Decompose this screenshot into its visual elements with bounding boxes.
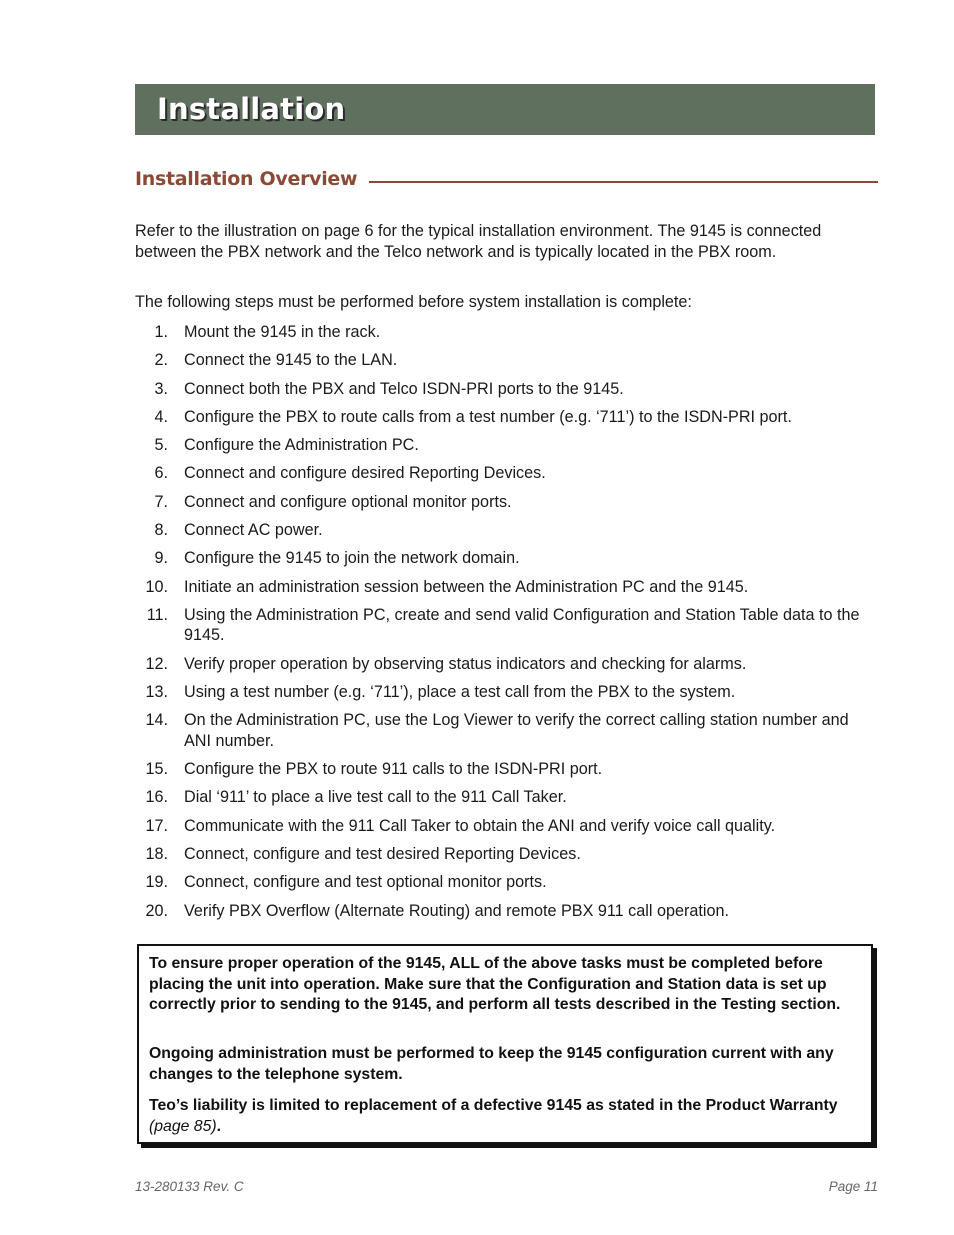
step-number: 16.	[145, 788, 168, 807]
section-heading-row	[135, 168, 878, 194]
step-number: 12.	[145, 654, 168, 673]
notice-paragraph-administration: Ongoing administration must be performed to keep the 9145 configuration current with any changes to the telephone system.	[149, 1045, 834, 1083]
list-item	[135, 816, 875, 837]
notice-liability-text: Teo’s liability is limited to replacement of a defective 9145 as stated in the Product Warranty	[149, 1097, 838, 1114]
list-item	[135, 787, 875, 808]
important-notice-box	[137, 944, 873, 1144]
list-item	[135, 548, 875, 569]
step-text: Initiate an administration session between the Administration PC and the 9145.	[184, 577, 749, 596]
step-text: Communicate with the 911 Call Taker to obtain the ANI and verify voice call quality.	[184, 816, 776, 835]
step-number: 3.	[154, 379, 168, 398]
list-item	[135, 463, 875, 484]
warranty-page-reference: (page 85)	[149, 1117, 217, 1135]
installation-steps-list	[135, 322, 875, 929]
list-item	[135, 759, 875, 780]
list-item	[135, 872, 875, 893]
step-number: 1.	[154, 323, 168, 341]
list-item	[135, 654, 875, 675]
step-number: 18.	[145, 845, 168, 864]
step-text: Configure the Administration PC.	[184, 436, 419, 455]
footer-page-number: Page 11	[828, 1179, 878, 1194]
step-text: Connect AC power.	[184, 521, 323, 540]
chapter-header-bar	[135, 84, 875, 135]
list-item	[135, 844, 875, 865]
step-text: Verify proper operation by observing status indicators and checking for alarms.	[184, 654, 747, 673]
step-number: 2.	[154, 351, 168, 370]
footer-doc-id: 13-280133 Rev. C	[135, 1179, 244, 1194]
step-text: Connect the 9145 to the LAN.	[184, 351, 398, 370]
step-number: 7.	[154, 492, 168, 511]
step-text: Using a test number (e.g. ‘711’), place a test call from the PBX to the system.	[184, 683, 736, 702]
step-number: 20.	[145, 901, 168, 920]
notice-period: .	[216, 1117, 222, 1135]
step-text: Mount the 9145 in the rack.	[184, 323, 381, 341]
list-item	[135, 435, 875, 456]
step-number: 14.	[145, 711, 168, 730]
list-item	[135, 492, 875, 513]
step-number: 9.	[154, 549, 168, 568]
list-item	[135, 350, 875, 371]
step-number: 5.	[154, 436, 168, 455]
steps-intro-paragraph: The following steps must be performed before system installation is complete:	[135, 293, 692, 311]
step-text: Verify PBX Overflow (Alternate Routing) and remote PBX 911 call operation.	[184, 901, 729, 920]
list-item	[135, 901, 875, 922]
intro-paragraph: Refer to the illustration on page 6 for the typical installation environment. The 9145 is connected between the PBX network and the Telco network and is typically located in the PBX room.	[135, 222, 822, 261]
step-text: Connect and configure optional monitor ports.	[184, 492, 512, 511]
list-item	[135, 520, 875, 541]
step-number: 4.	[154, 407, 168, 426]
step-number: 6.	[154, 464, 168, 483]
step-text: Configure the PBX to route 911 calls to the ISDN-PRI port.	[184, 760, 603, 779]
step-text: Configure the PBX to route calls from a test number (e.g. ‘711’) to the ISDN-PRI port.	[184, 407, 792, 426]
step-number: 19.	[145, 873, 168, 892]
step-text: Connect, configure and test desired Reporting Devices.	[184, 845, 581, 864]
list-item	[135, 682, 875, 703]
chapter-title: Installation	[157, 92, 346, 126]
step-text: Dial ‘911’ to place a live test call to the 911 Call Taker.	[184, 788, 567, 807]
step-text: Connect and configure desired Reporting Devices.	[184, 464, 546, 483]
section-heading-rule	[369, 181, 878, 183]
step-text: Configure the 9145 to join the network domain.	[184, 549, 520, 568]
step-number: 8.	[154, 521, 168, 540]
list-item	[135, 407, 875, 428]
step-number: 11.	[146, 605, 168, 624]
notice-paragraph-liability	[149, 1096, 861, 1137]
step-number: 13.	[145, 683, 168, 702]
step-text: Connect, configure and test optional monitor ports.	[184, 873, 547, 892]
step-number: 10.	[145, 577, 168, 596]
list-item	[135, 605, 875, 646]
step-number: 15.	[145, 760, 168, 779]
list-item	[135, 577, 875, 598]
list-item	[135, 710, 875, 751]
section-heading: Installation Overview	[135, 168, 358, 190]
step-text: Connect both the PBX and Telco ISDN-PRI ports to the 9145.	[184, 379, 624, 398]
list-item	[135, 379, 875, 400]
notice-paragraph-tasks: To ensure proper operation of the 9145, ALL of the above tasks must be completed before placing the unit into operation. Make sure that the Configuration and Station data is set up correctly prior to sending to the 9145, and perform all tests described in the Testing section.	[149, 955, 841, 1014]
step-number: 17.	[145, 816, 168, 835]
list-item	[135, 322, 875, 343]
step-text: Using the Administration PC, create and send valid Configuration and Station Table data to the 9145.	[184, 605, 860, 645]
step-text: On the Administration PC, use the Log Viewer to verify the correct calling station number and ANI number.	[184, 711, 849, 750]
